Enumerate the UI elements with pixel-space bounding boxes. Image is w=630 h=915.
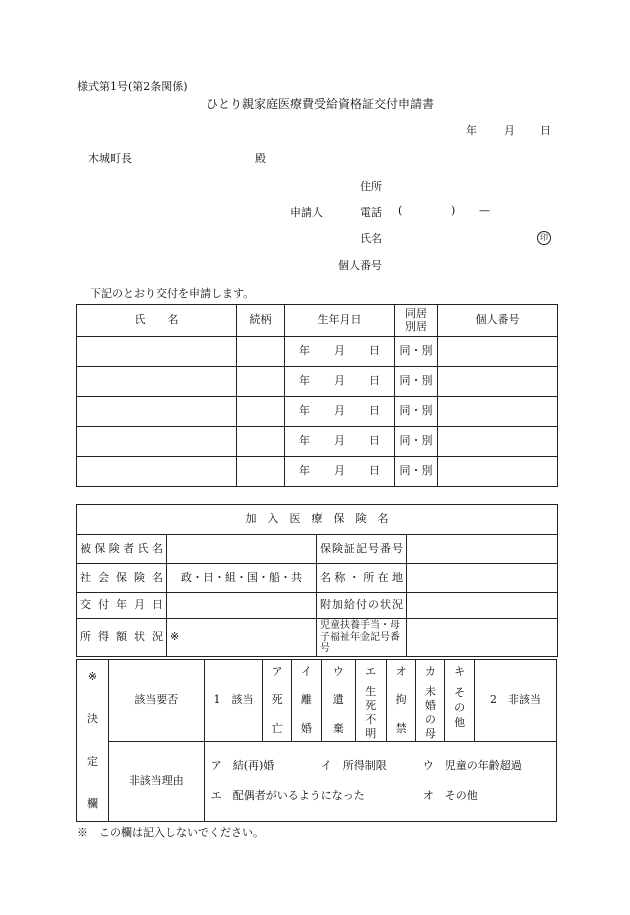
member-birthdate-cell[interactable]: 年 月 日 xyxy=(285,397,395,427)
reason-divorce[interactable]: イ 離 婚 xyxy=(291,660,321,742)
member-relation-cell[interactable] xyxy=(237,397,285,427)
reason-missing[interactable]: エ 生 死 不 明 xyxy=(355,660,386,742)
office-label: 名称・所在地 xyxy=(317,564,407,593)
card-number-cell[interactable] xyxy=(407,535,558,564)
member-birthdate-cell[interactable]: 年 月 日 xyxy=(285,367,395,397)
insurance-table xyxy=(76,504,558,657)
addressee-name: 木城町長 xyxy=(88,152,132,165)
reason-label: 非該当理由 xyxy=(108,742,204,822)
header-cohabitation: 同居 別居 xyxy=(395,305,438,337)
addressee-honorific: 殿 xyxy=(255,152,266,165)
member-birthdate-cell[interactable]: 年 月 日 xyxy=(285,337,395,367)
member-cohab-cell[interactable]: 同・別 xyxy=(395,457,438,487)
member-relation-cell[interactable] xyxy=(237,337,285,367)
reasons-no-cell xyxy=(204,742,556,822)
social-insurance-options[interactable]: 政・日・組・国・船・共 xyxy=(167,564,317,593)
member-cohab-cell[interactable]: 同・別 xyxy=(395,427,438,457)
table-row xyxy=(77,427,558,457)
member-cohab-cell[interactable]: 同・別 xyxy=(395,367,438,397)
reason-spouse[interactable]: エ 配偶者がいるようになった xyxy=(210,788,365,802)
member-relation-cell[interactable] xyxy=(237,457,285,487)
member-personal-number-cell[interactable] xyxy=(438,397,558,427)
reason-detention[interactable]: オ 拘 禁 xyxy=(386,660,416,742)
footnote: ※ この欄は記入しないでください。 xyxy=(77,826,264,839)
additional-benefit-cell[interactable] xyxy=(407,593,558,619)
card-number-label: 保険証記号番号 xyxy=(317,535,407,564)
date-year-label: 年 xyxy=(466,124,477,137)
member-name-cell[interactable] xyxy=(77,397,237,427)
reason-other[interactable]: キ そ の 他 xyxy=(445,660,475,742)
form-title: ひとり親家庭医療費受給資格証交付申請書 xyxy=(206,97,435,111)
social-insurance-label: 社会保険名 xyxy=(77,564,167,593)
income-label: 所得額状況 xyxy=(77,619,167,657)
member-personal-number-cell[interactable] xyxy=(438,457,558,487)
insured-name-cell[interactable] xyxy=(167,535,317,564)
member-personal-number-cell[interactable] xyxy=(438,337,558,367)
insurance-title: 加 入 医 療 保 険 名 xyxy=(77,505,558,535)
income-cell: ※ xyxy=(167,619,317,657)
member-relation-cell[interactable] xyxy=(237,427,285,457)
form-number: 様式第1号(第2条関係) xyxy=(77,80,188,93)
phone-close-paren: ) xyxy=(451,204,456,217)
table-row xyxy=(77,367,558,397)
member-name-cell[interactable] xyxy=(77,457,237,487)
issue-date-cell[interactable] xyxy=(167,593,317,619)
reason-unmarried-mother[interactable]: カ 未 婚 の 母 xyxy=(416,660,445,742)
insured-name-label: 被保険者氏名 xyxy=(77,535,167,564)
member-personal-number-cell[interactable] xyxy=(438,367,558,397)
phone-open-paren: ( xyxy=(398,204,403,217)
address-label: 住所 xyxy=(360,180,382,193)
member-cohab-cell[interactable]: 同・別 xyxy=(395,337,438,367)
table-row xyxy=(77,457,558,487)
decision-side-label: ※ 決 定 欄 xyxy=(77,660,109,822)
members-table xyxy=(76,304,558,487)
option-not-eligible[interactable]: 2 非該当 xyxy=(475,660,557,742)
table-row xyxy=(77,397,558,427)
date-month-label: 月 xyxy=(504,124,515,137)
reason-income-limit[interactable]: イ 所得制限 xyxy=(320,758,387,772)
header-birthdate: 生年月日 xyxy=(285,305,395,337)
request-text: 下記のとおり交付を申請します。 xyxy=(90,287,255,300)
reason-no-other[interactable]: オ その他 xyxy=(422,788,478,802)
name-label: 氏名 xyxy=(360,232,382,245)
applicant-label: 申請人 xyxy=(290,206,323,219)
member-name-cell[interactable] xyxy=(77,337,237,367)
phone-dash: — xyxy=(479,204,490,217)
member-birthdate-cell[interactable]: 年 月 日 xyxy=(285,427,395,457)
seal-icon: 印 xyxy=(537,230,551,245)
member-birthdate-cell[interactable]: 年 月 日 xyxy=(285,457,395,487)
member-name-cell[interactable] xyxy=(77,367,237,397)
reason-abandonment[interactable]: ウ 遺 棄 xyxy=(321,660,355,742)
personal-number-label: 個人番号 xyxy=(338,259,382,272)
date-day-label: 日 xyxy=(540,124,551,137)
allowance-number-label: 児童扶養手当・母子福祉年金記号番号 xyxy=(317,619,407,657)
header-name: 氏 名 xyxy=(77,305,237,337)
phone-label: 電話 xyxy=(360,206,382,219)
option-eligible[interactable]: 1 該当 xyxy=(204,660,263,742)
additional-benefit-label: 附加給付の状況 xyxy=(317,593,407,619)
decision-table xyxy=(76,659,557,822)
table-row xyxy=(77,337,558,367)
header-relation: 続柄 xyxy=(237,305,285,337)
reason-age-exceeded[interactable]: ウ 児童の年齢超過 xyxy=(422,758,522,772)
eligibility-label: 該当要否 xyxy=(108,660,204,742)
allowance-number-cell[interactable] xyxy=(407,619,558,657)
member-personal-number-cell[interactable] xyxy=(438,427,558,457)
office-cell[interactable] xyxy=(407,564,558,593)
member-relation-cell[interactable] xyxy=(237,367,285,397)
issue-date-label: 交付年月日 xyxy=(77,593,167,619)
reason-death[interactable]: ア 死 亡 xyxy=(263,660,292,742)
member-name-cell[interactable] xyxy=(77,427,237,457)
reason-remarried[interactable]: ア 結(再)婚 xyxy=(210,758,275,772)
header-personal-number: 個人番号 xyxy=(438,305,558,337)
member-cohab-cell[interactable]: 同・別 xyxy=(395,397,438,427)
